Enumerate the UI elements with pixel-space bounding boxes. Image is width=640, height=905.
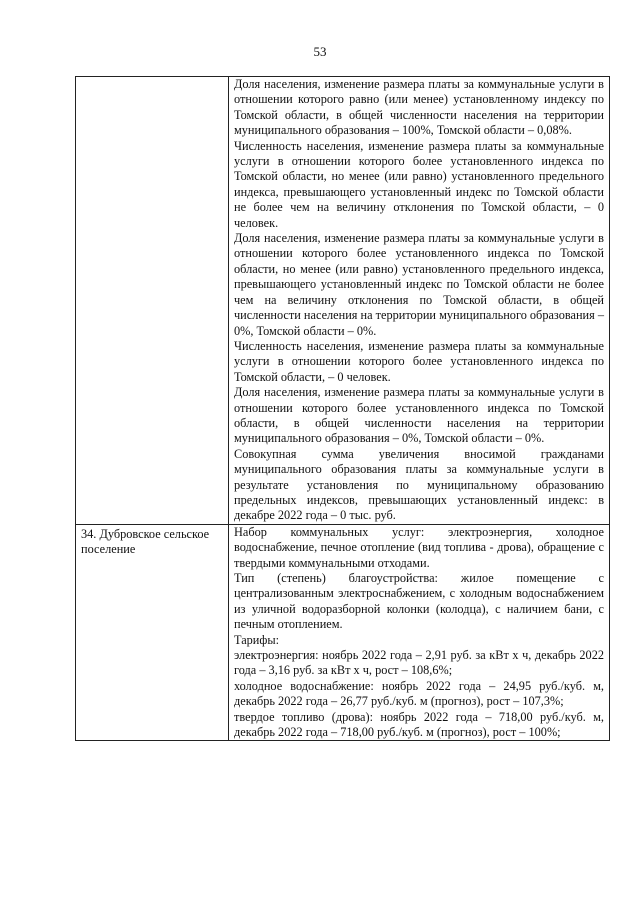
paragraph: Тип (степень) благоустройства: жилое помещение с централизованным электроснабжением, с холодным водоснабжением из уличной водоразборной колонки (колодца), с наличием бани, с печным отоплением. <box>234 571 604 632</box>
paragraph: Совокупная сумма увеличения вносимой гражданами муниципального образования платы за коммунальные услуги в результате установления по муниципальному образованию предельных индексов, превышающих установленный индекс: в декабре 2022 года – 0 тыс. руб. <box>234 446 604 523</box>
paragraph: Доля населения, изменение размера платы за коммунальные услуги в отношении которого равно (или менее) установленному индексу по Томской области, в общей численности населения на территории муниципального образования – 100%, Томской области – 0,08%. <box>234 77 604 138</box>
indicators-cell <box>229 77 610 525</box>
page-number: 53 <box>313 44 327 59</box>
municipality-name-cell <box>76 77 229 525</box>
municipality-table <box>75 76 610 741</box>
paragraph: холодное водоснабжение: ноябрь 2022 года – 24,95 руб./куб. м, декабрь 2022 года – 26,77 руб./куб. м (прогноз), рост – 107,3%; <box>234 678 604 709</box>
paragraph: твердое топливо (дрова): ноябрь 2022 года – 718,00 руб./куб. м, декабрь 2022 года – 718,00 руб./куб. м (прогноз), рост – 100%; <box>234 709 604 740</box>
municipality-name-cell: 34. Дубровское сельское поселение <box>76 524 229 741</box>
paragraph: электроэнергия: ноябрь 2022 года – 2,91 руб. за кВт х ч, декабрь 2022 года – 3,16 руб. за кВт х ч, рост – 108,6%; <box>234 648 604 678</box>
paragraph: Набор коммунальных услуг: электроэнергия, холодное водоснабжение, печное отопление (вид топлива - дрова), обращение с твердыми коммунальными отходами. <box>234 524 604 570</box>
indicators-cell <box>229 524 610 741</box>
table-row <box>76 524 610 741</box>
table-row <box>76 77 610 525</box>
paragraph: Доля населения, изменение размера платы за коммунальные услуги в отношении которого более установленного индекса по Томской области, но менее (или равно) установленного предельного индекса, превышающего установленный индекс по Томской области не более чем на величину отклонения по Томской области, в общей численности населения на территории муниципального образования – 0%, Томской области – 0%. <box>234 231 604 338</box>
paragraph: Тарифы: <box>234 632 280 647</box>
paragraph: Доля населения, изменение размера платы за коммунальные услуги в отношении которого более установленного индекса по Томской области, в общей численности населения на территории муниципального образования – 0%, Томской области – 0%. <box>234 385 604 446</box>
paragraph: Численность населения, изменение размера платы за коммунальные услуги в отношении которого более установленного индекса по Томской области, но менее (или равно) установленного предельного индекса, превышающего установленный индекс по Томской области не более чем на величину отклонения по Томской области, – 0 человек. <box>234 138 604 230</box>
paragraph: Численность населения, изменение размера платы за коммунальные услуги в отношении которого более установленного индекса по Томской области, – 0 человек. <box>234 338 604 384</box>
